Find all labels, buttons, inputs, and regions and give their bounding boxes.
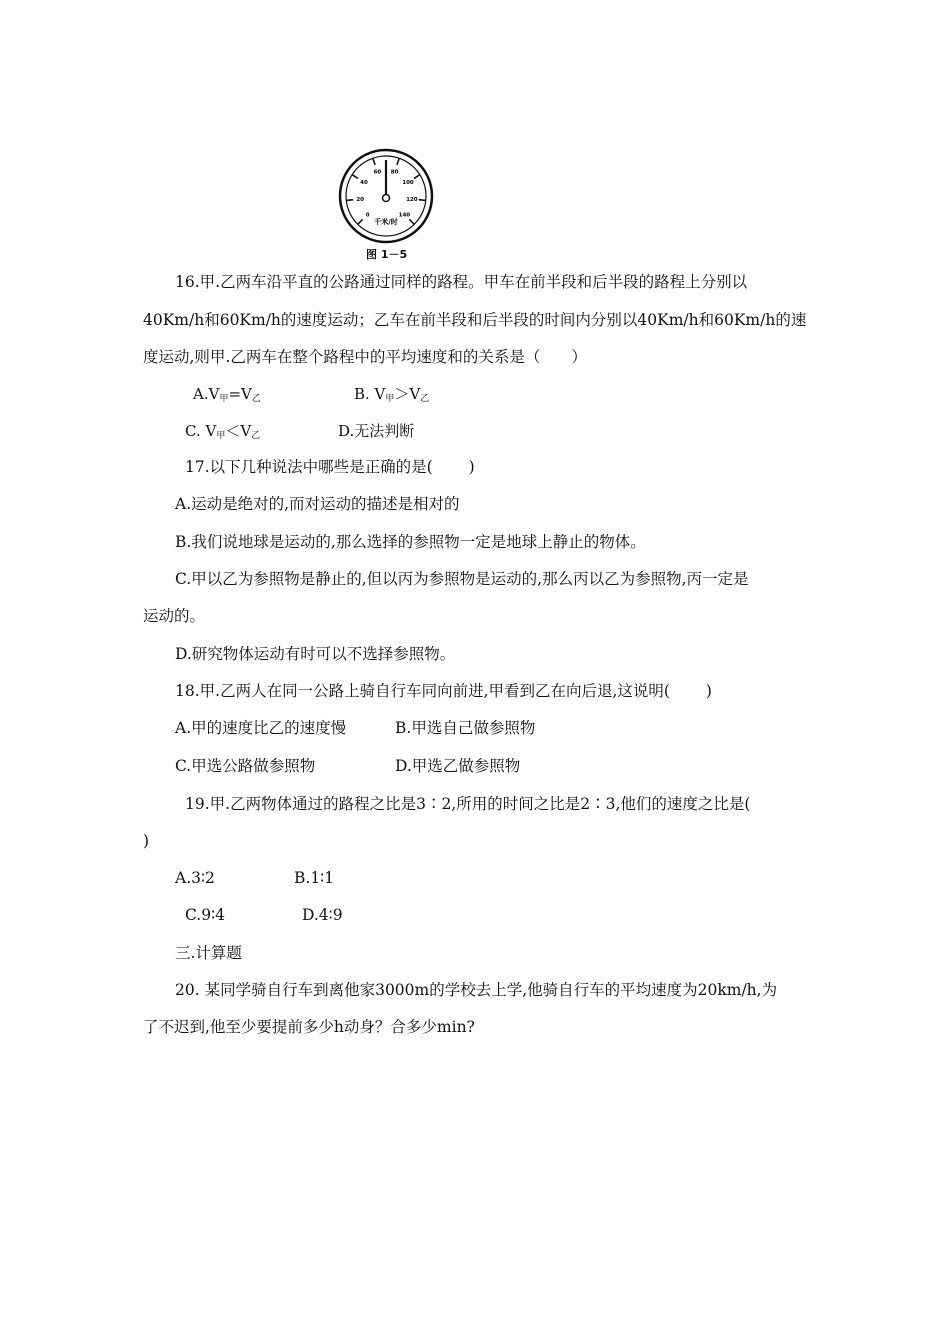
gauge-hub (383, 195, 390, 202)
q19-stem-line1: 19.甲.乙两物体通过的路程之比是3∶2,所用的时间之比是2∶3,他们的速度之比是( (185, 795, 751, 813)
q19-option-c[interactable]: C.9∶4 (185, 906, 225, 924)
gauge-tick-label: 120 (406, 196, 418, 203)
q16-option-a-prefix: A.V (193, 385, 220, 403)
gauge-tick (414, 175, 420, 179)
q19-stem-line2: ) (143, 832, 150, 850)
q16-option-b-sub1: 甲 (385, 394, 395, 404)
q18-option-c[interactable]: C.甲选公路做参照物 (175, 757, 316, 775)
q18-option-a[interactable]: A.甲的速度比乙的速度慢 (175, 719, 347, 737)
speedometer-figure (338, 148, 434, 244)
section-heading-calculation: 三.计算题 (175, 944, 242, 962)
gauge-tick (373, 158, 375, 165)
gauge-tick-label: 80 (390, 169, 399, 176)
q16-option-b-sub2: 乙 (420, 394, 430, 404)
gauge-tick-label: 140 (398, 212, 411, 219)
q16-option-c-mid: ＜V (225, 422, 252, 440)
q16-option-b[interactable] (354, 384, 429, 409)
q17-option-a[interactable]: A.运动是绝对的,而对运动的描述是相对的 (175, 495, 460, 513)
figure-caption: 图 1－5 (366, 248, 408, 261)
q17-option-d[interactable]: D.研究物体运动有时可以不选择参照物。 (175, 645, 456, 663)
q16-option-d[interactable]: D.无法判断 (338, 422, 415, 440)
gauge-unit-label: 千米/时 (374, 218, 398, 226)
q16-stem-line2: 40Km/h和60Km/h的速度运动；乙车在前半段和后半段的时间内分别以40Km/h和60Km/h的速 (143, 311, 807, 329)
q16-option-a-mid: =V (228, 385, 252, 403)
gauge-tick (358, 219, 363, 224)
q16-option-b-mid: ＞V (394, 385, 421, 403)
q16-stem-line3: 度运动,则甲.乙两车在整个路程中的平均速度和的关系是（ ） (143, 348, 587, 366)
gauge-tick-label: 0 (365, 212, 370, 219)
q16-option-c-prefix: C. V (185, 422, 217, 440)
q16-option-c[interactable] (185, 421, 260, 446)
q18-option-d[interactable]: D.甲选乙做参照物 (395, 757, 521, 775)
q17-stem: 17.以下几种说法中哪些是正确的是( ) (185, 458, 475, 476)
gauge-tick (346, 200, 353, 201)
q16-option-c-sub2: 乙 (251, 431, 261, 441)
q18-stem: 18.甲.乙两人在同一公路上骑自行车同向前进,甲看到乙在向后退,这说明( ) (175, 682, 712, 700)
gauge-tick (409, 219, 414, 224)
q19-option-d[interactable]: D.4∶9 (302, 906, 343, 924)
q19-option-b[interactable]: B.1∶1 (294, 869, 335, 887)
q16-stem-line1: 16.甲.乙两车沿平直的公路通过同样的路程。甲车在前半段和后半段的路程上分别以 (175, 273, 748, 291)
q16-option-c-sub1: 甲 (216, 431, 226, 441)
gauge-tick (352, 175, 358, 179)
gauge-tick-label: 60 (373, 169, 382, 176)
q16-option-a-sub1: 甲 (219, 394, 229, 404)
q20-stem-line1: 20. 某同学骑自行车到离他家3000m的学校去上学,他骑自行车的平均速度为20km/h,为 (175, 981, 778, 999)
q17-option-c-line2[interactable]: 运动的。 (143, 607, 206, 625)
q18-option-b[interactable]: B.甲选自己做参照物 (395, 719, 536, 737)
gauge-tick-label: 20 (356, 196, 364, 203)
q16-option-a[interactable] (193, 384, 261, 409)
gauge-tick (419, 200, 426, 201)
q16-option-b-prefix: B. V (354, 385, 386, 403)
q17-option-b[interactable]: B.我们说地球是运动的,那么选择的参照物一定是地球上静止的物体。 (175, 533, 646, 551)
gauge-tick-label: 40 (360, 180, 368, 187)
gauge-tick-label: 100 (402, 180, 414, 187)
gauge-tick (397, 158, 399, 165)
q17-option-c-line1[interactable]: C.甲以乙为参照物是静止的,但以丙为参照物是运动的,那么丙以乙为参照物,丙一定是 (175, 570, 749, 588)
q20-stem-line2: 了不迟到,他至少要提前多少h动身？合多少min? (143, 1018, 475, 1036)
q19-option-a[interactable]: A.3∶2 (175, 869, 215, 887)
q16-option-a-sub2: 乙 (251, 394, 261, 404)
